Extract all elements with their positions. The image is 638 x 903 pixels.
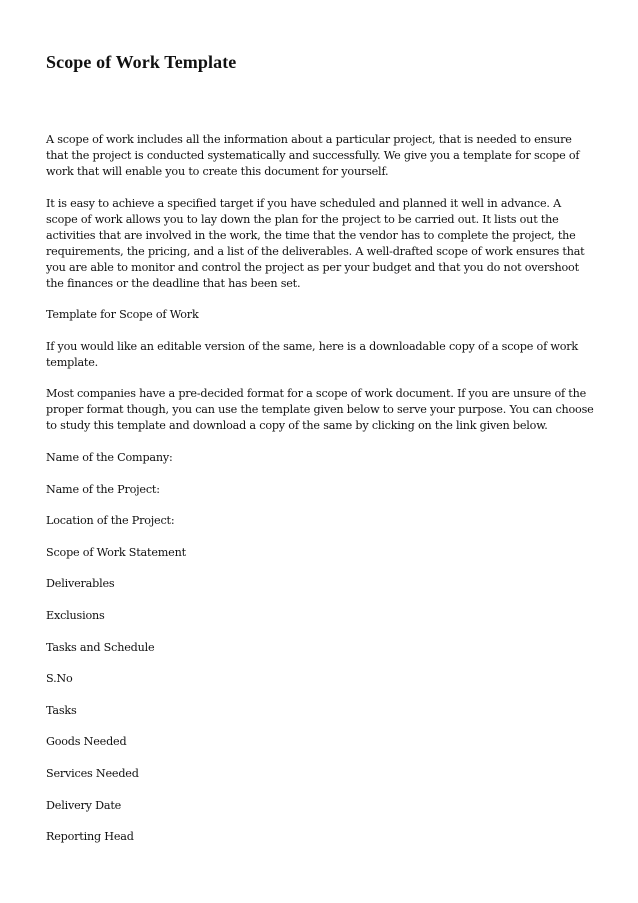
goods-needed-label: Goods Needed xyxy=(46,735,127,749)
delivery-date-label: Delivery Date xyxy=(46,798,122,812)
company-name-field: Name of the Company: xyxy=(46,450,173,464)
serial-number-label: S.No xyxy=(46,672,73,686)
editable-version-paragraph: If you would like an editable version of the same, here is a downloadable copy of a scope of work template. xyxy=(46,339,579,369)
format-paragraph: Most companies have a pre-decided format for a scope of work document. If you are unsure of the proper format though, you can use the template given below to serve your purpose. You can choose to study this template and download a copy of the same by clicking on the link given below. xyxy=(46,387,594,433)
services-needed-label: Services Needed xyxy=(46,766,139,780)
intro-paragraph: A scope of work includes all the information about a particular project, that is needed to ensure that the project is conducted systematically and successfully. We give you a template for scope of work that will enable you to create this document for yourself. xyxy=(46,133,580,178)
exclusions-heading: Exclusions xyxy=(46,608,105,622)
reporting-head-label: Reporting Head xyxy=(46,830,134,844)
project-name-field: Name of the Project: xyxy=(46,482,160,496)
project-location-field: Location of the Project: xyxy=(46,514,175,528)
tasks-label: Tasks xyxy=(46,703,77,717)
tasks-schedule-heading: Tasks and Schedule xyxy=(46,640,155,654)
page-title: Scope of Work Template xyxy=(46,52,237,72)
template-heading: Template for Scope of Work xyxy=(46,308,199,322)
deliverables-heading: Deliverables xyxy=(46,577,115,591)
document-body xyxy=(46,132,594,861)
scope-statement-heading: Scope of Work Statement xyxy=(46,545,186,559)
planning-paragraph: It is easy to achieve a specified target if you have scheduled and planned it well in advance. A scope of work allows you to lay down the plan for the project to be carried out. It lists out the activities that are involved in the work, the time that the vendor has to complete the project, the requirements, the pricing, and a list of the deliverables. A well-drafted scope of work ensures that you are able to monitor and control the project as per your budget and that you do not overshoot the finances or the deadline that has been set. xyxy=(46,196,585,290)
